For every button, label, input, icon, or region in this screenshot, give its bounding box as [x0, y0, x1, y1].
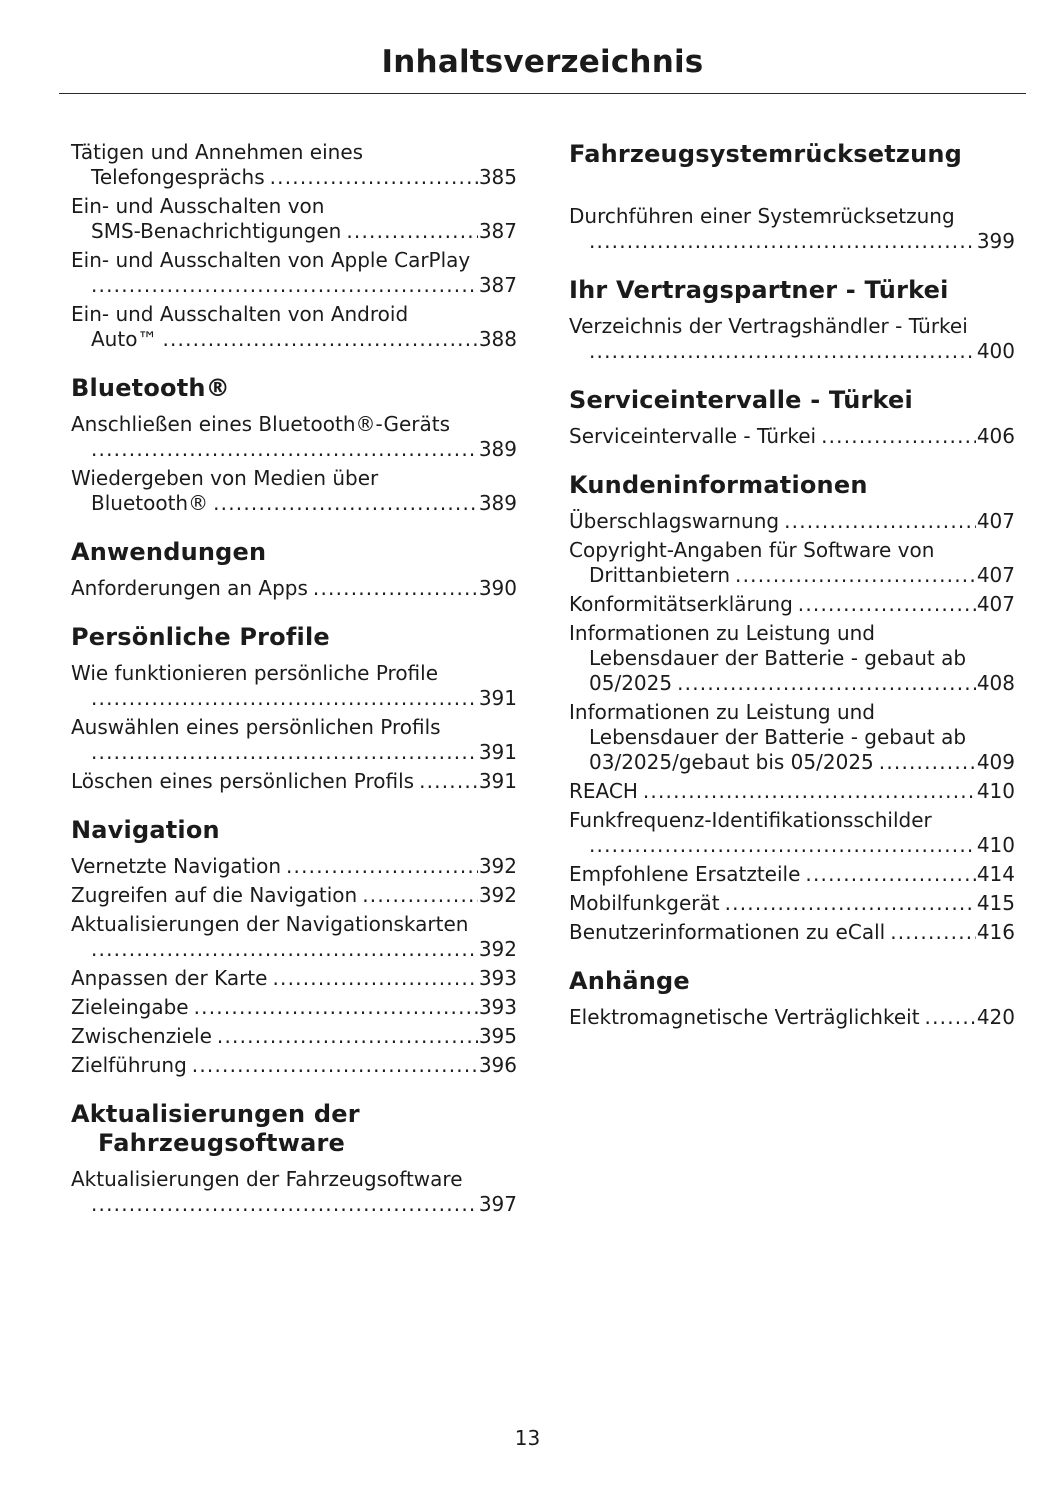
toc-column-right — [569, 140, 1015, 1221]
toc-entry-text: Verzeichnis der Vertragshändler - Türkei — [569, 314, 968, 338]
toc-entry-line — [569, 646, 1015, 671]
toc-entry-line — [569, 314, 1015, 339]
toc-entry — [569, 538, 1015, 588]
toc-entry-line — [569, 563, 1015, 588]
toc-leader-dots — [821, 424, 976, 449]
toc-leader-dots — [362, 883, 478, 908]
toc-entry-line — [71, 1053, 517, 1078]
toc-entry-line — [569, 808, 1015, 833]
document-page — [0, 44, 1055, 1450]
toc-leader-dots — [589, 833, 976, 858]
toc-entry-text: Durchführen einer Systemrücksetzung — [569, 204, 955, 228]
toc-entry-line — [569, 700, 1015, 725]
toc-entry-line — [569, 920, 1015, 945]
toc-entry-line — [71, 1024, 517, 1049]
toc-entry-line — [71, 686, 517, 711]
toc-entry-line — [71, 854, 517, 879]
toc-entry — [71, 995, 517, 1020]
toc-leader-dots — [643, 779, 976, 804]
toc-leader-dots — [194, 995, 478, 1020]
toc-leader-dots — [91, 686, 478, 711]
toc-entry — [71, 140, 517, 190]
toc-entry-text: Benutzerinformationen zu eCall — [569, 920, 886, 944]
toc-entry-text: Telefongesprächs — [91, 165, 265, 189]
toc-entry-line — [71, 769, 517, 794]
toc-entry-text: 03/2025/gebaut bis 05/2025 — [589, 750, 874, 774]
toc-entry-text: Ein- und Ausschalten von Apple CarPlay — [71, 248, 471, 272]
toc-entry-text: Anschließen eines Bluetooth®-Geräts — [71, 412, 451, 436]
toc-entry — [71, 1053, 517, 1078]
toc-section-heading: Persönliche Profile — [71, 623, 330, 651]
toc-page-number: 416 — [976, 920, 1015, 944]
toc-entry-text: Bluetooth® — [91, 491, 209, 515]
toc-leader-dots — [805, 862, 975, 887]
toc-entry — [71, 412, 517, 462]
toc-page-number: 390 — [478, 576, 517, 600]
toc-entry-text: Auswählen eines persönlichen Profils — [71, 715, 441, 739]
toc-entry-text: Löschen eines persönlichen Profils — [71, 769, 415, 793]
toc-entry — [569, 808, 1015, 858]
toc-entry-text: Auto™ — [91, 327, 158, 351]
toc-leader-dots — [162, 327, 477, 352]
toc-entry-text: Lebensdauer der Batterie - gebaut ab — [589, 725, 967, 749]
toc-leader-dots — [286, 854, 478, 879]
toc-leader-dots — [677, 671, 976, 696]
toc-section-heading: Ihr Vertragspartner - Türkei — [569, 276, 949, 304]
toc-entry-line — [569, 424, 1015, 449]
toc-page-number: 392 — [478, 854, 517, 878]
toc-entry-text: REACH — [569, 779, 638, 803]
toc-entry-text: Copyright-Angaben für Software von — [569, 538, 935, 562]
toc-page-number: 392 — [478, 937, 517, 961]
toc-entry — [569, 779, 1015, 804]
toc-entry-line — [71, 248, 517, 273]
toc-page-number: 415 — [976, 891, 1015, 915]
toc-page-number: 407 — [976, 563, 1015, 587]
toc-entry-line — [71, 194, 517, 219]
toc-section-heading: Navigation — [71, 816, 220, 844]
toc-leader-dots — [879, 750, 976, 775]
toc-entry — [569, 592, 1015, 617]
toc-entry-text: Zugreifen auf die Navigation — [71, 883, 358, 907]
toc-entry-line — [569, 509, 1015, 534]
toc-entry — [71, 194, 517, 244]
toc-entry — [569, 920, 1015, 945]
toc-leader-dots — [213, 491, 478, 516]
footer-page-number: 13 — [514, 1426, 541, 1450]
toc-entry — [569, 621, 1015, 696]
toc-section-heading: Aktualisierungen der Fahrzeugsoftware — [71, 1100, 360, 1157]
toc-entry-line — [71, 966, 517, 991]
toc-leader-dots — [735, 563, 976, 588]
toc-section-heading: Anhänge — [569, 967, 690, 995]
toc-page-number: 388 — [478, 327, 517, 351]
toc-entry — [569, 700, 1015, 775]
toc-page-number: 391 — [478, 686, 517, 710]
toc-entry-line — [71, 1192, 517, 1217]
toc-page-number: 396 — [478, 1053, 517, 1077]
toc-entry-line — [569, 538, 1015, 563]
toc-entry-line — [71, 995, 517, 1020]
toc-entry-line — [71, 661, 517, 686]
toc-entry — [71, 966, 517, 991]
toc-entry-line — [569, 862, 1015, 887]
toc-section-heading: Anwendungen — [71, 538, 267, 566]
toc-page-number: 393 — [478, 966, 517, 990]
toc-entry-text: Konformitätserklärung — [569, 592, 793, 616]
toc-entry-line — [71, 273, 517, 298]
toc-entry-line — [71, 302, 517, 327]
toc-entry-text: Anpassen der Karte — [71, 966, 268, 990]
toc-page-number: 414 — [976, 862, 1015, 886]
toc-entry-line — [71, 491, 517, 516]
toc-entry — [71, 769, 517, 794]
toc-page-number: 420 — [976, 1005, 1015, 1029]
toc-leader-dots — [890, 920, 976, 945]
toc-entry-line — [71, 740, 517, 765]
toc-page-number: 397 — [478, 1192, 517, 1216]
toc-entry — [71, 1024, 517, 1049]
toc-column-left — [71, 140, 517, 1221]
toc-entry-line — [569, 833, 1015, 858]
toc-entry-text: Elektromagnetische Verträglichkeit — [569, 1005, 920, 1029]
toc-page-number: 407 — [976, 592, 1015, 616]
toc-leader-dots — [798, 592, 976, 617]
toc-entry-text: Ein- und Ausschalten von — [71, 194, 325, 218]
toc-entry — [71, 248, 517, 298]
toc-entry-text: Tätigen und Annehmen eines — [71, 140, 364, 164]
toc-entry-line — [71, 912, 517, 937]
toc-entry-text: Zieleingabe — [71, 995, 189, 1019]
toc-entry — [569, 509, 1015, 534]
toc-entry-line — [71, 327, 517, 352]
toc-entry-line — [569, 1005, 1015, 1030]
toc-entry-text: Mobilfunkgerät — [569, 891, 720, 915]
toc-entry — [71, 854, 517, 879]
toc-entry-line — [569, 750, 1015, 775]
toc-entry — [71, 466, 517, 516]
toc-page-number: 408 — [976, 671, 1015, 695]
toc-page-number: 406 — [976, 424, 1015, 448]
toc-page-number: 395 — [478, 1024, 517, 1048]
toc-entry — [71, 661, 517, 711]
toc-entry-text: Aktualisierungen der Fahrzeugsoftware — [71, 1167, 463, 1191]
toc-entry — [71, 302, 517, 352]
toc-entry-line — [569, 725, 1015, 750]
toc-page-number: 387 — [478, 273, 517, 297]
toc-entry — [71, 715, 517, 765]
toc-leader-dots — [91, 437, 478, 462]
toc-entry-line — [71, 937, 517, 962]
toc-entry-line — [569, 229, 1015, 254]
toc-leader-dots — [91, 740, 478, 765]
toc-entry — [71, 576, 517, 601]
toc-entry — [569, 314, 1015, 364]
toc-entry-line — [569, 592, 1015, 617]
toc-leader-dots — [589, 229, 976, 254]
toc-entry-text: Überschlagswarnung — [569, 509, 780, 533]
title-divider — [59, 93, 1026, 94]
toc-page-number: 391 — [478, 740, 517, 764]
toc-entry-line — [569, 621, 1015, 646]
toc-entry-line — [569, 204, 1015, 229]
toc-leader-dots — [270, 165, 478, 190]
toc-entry-line — [71, 437, 517, 462]
toc-entry-text: Wiedergeben von Medien über — [71, 466, 379, 490]
toc-section-heading: Serviceintervalle - Türkei — [569, 386, 913, 414]
toc-entry-text: Drittanbietern — [589, 563, 731, 587]
toc-entry-line — [71, 576, 517, 601]
toc-entry-line — [71, 165, 517, 190]
toc-entry — [569, 1005, 1015, 1030]
toc-entry — [569, 204, 1015, 254]
toc-page-number: 387 — [478, 219, 517, 243]
toc-entry — [569, 424, 1015, 449]
toc-entry-text: Informationen zu Leistung und — [569, 700, 876, 724]
toc-entry-line — [71, 412, 517, 437]
toc-page-number: 409 — [976, 750, 1015, 774]
toc-entry-line — [569, 339, 1015, 364]
toc-page-number: 393 — [478, 995, 517, 1019]
toc-leader-dots — [91, 273, 478, 298]
toc-leader-dots — [784, 509, 976, 534]
toc-entry-text: Empfohlene Ersatzteile — [569, 862, 801, 886]
toc-page-number: 391 — [478, 769, 517, 793]
toc-leader-dots — [192, 1053, 478, 1078]
toc-page-number: 410 — [976, 833, 1015, 857]
toc-entry-line — [569, 779, 1015, 804]
toc-entry-text: Aktualisierungen der Navigationskarten — [71, 912, 469, 936]
toc-entry-line — [71, 466, 517, 491]
toc-leader-dots — [419, 769, 478, 794]
toc-entry-text: Informationen zu Leistung und — [569, 621, 876, 645]
toc-spacer — [569, 178, 1015, 204]
toc-columns — [71, 140, 1055, 1221]
toc-page-number: 400 — [976, 339, 1015, 363]
toc-page-number: 389 — [478, 437, 517, 461]
toc-entry-text: 05/2025 — [589, 671, 673, 695]
toc-leader-dots — [313, 576, 478, 601]
toc-entry-line — [71, 219, 517, 244]
toc-leader-dots — [91, 937, 478, 962]
toc-entry-text: Vernetzte Navigation — [71, 854, 281, 878]
toc-entry-text: Zielführung — [71, 1053, 187, 1077]
toc-entry — [71, 912, 517, 962]
toc-entry-line — [71, 140, 517, 165]
toc-page-number: 399 — [976, 229, 1015, 253]
toc-page-number: 407 — [976, 509, 1015, 533]
toc-entry-line — [569, 891, 1015, 916]
toc-page-number: 385 — [478, 165, 517, 189]
toc-page-number: 389 — [478, 491, 517, 515]
toc-entry-text: Wie funktionieren persönliche Profile — [71, 661, 439, 685]
page-title: Inhaltsverzeichnis — [381, 44, 704, 80]
toc-leader-dots — [346, 219, 477, 244]
toc-entry-line — [71, 715, 517, 740]
toc-entry-text: Anforderungen an Apps — [71, 576, 308, 600]
toc-entry-line — [569, 671, 1015, 696]
toc-entry-text: Lebensdauer der Batterie - gebaut ab — [589, 646, 967, 670]
toc-leader-dots — [217, 1024, 478, 1049]
toc-entry — [569, 891, 1015, 916]
toc-page-number: 392 — [478, 883, 517, 907]
toc-leader-dots — [91, 1192, 478, 1217]
toc-entry — [71, 883, 517, 908]
toc-entry — [569, 862, 1015, 887]
toc-entry-text: Zwischenziele — [71, 1024, 212, 1048]
toc-entry — [71, 1167, 517, 1217]
toc-leader-dots — [272, 966, 477, 991]
toc-entry-line — [71, 883, 517, 908]
toc-entry-line — [71, 1167, 517, 1192]
toc-entry-text: SMS-Benachrichtigungen — [91, 219, 342, 243]
toc-entry-text: Serviceintervalle - Türkei — [569, 424, 817, 448]
toc-entry-text: Funkfrequenz-Identifikationsschilder — [569, 808, 932, 832]
toc-section-heading: Fahrzeugsystemrücksetzung — [569, 140, 963, 168]
toc-leader-dots — [925, 1005, 976, 1030]
toc-entry-text: Ein- und Ausschalten von Android — [71, 302, 409, 326]
toc-leader-dots — [589, 339, 976, 364]
toc-section-heading: Bluetooth® — [71, 374, 230, 402]
toc-section-heading: Kundeninformationen — [569, 471, 868, 499]
toc-leader-dots — [725, 891, 976, 916]
toc-page-number: 410 — [976, 779, 1015, 803]
